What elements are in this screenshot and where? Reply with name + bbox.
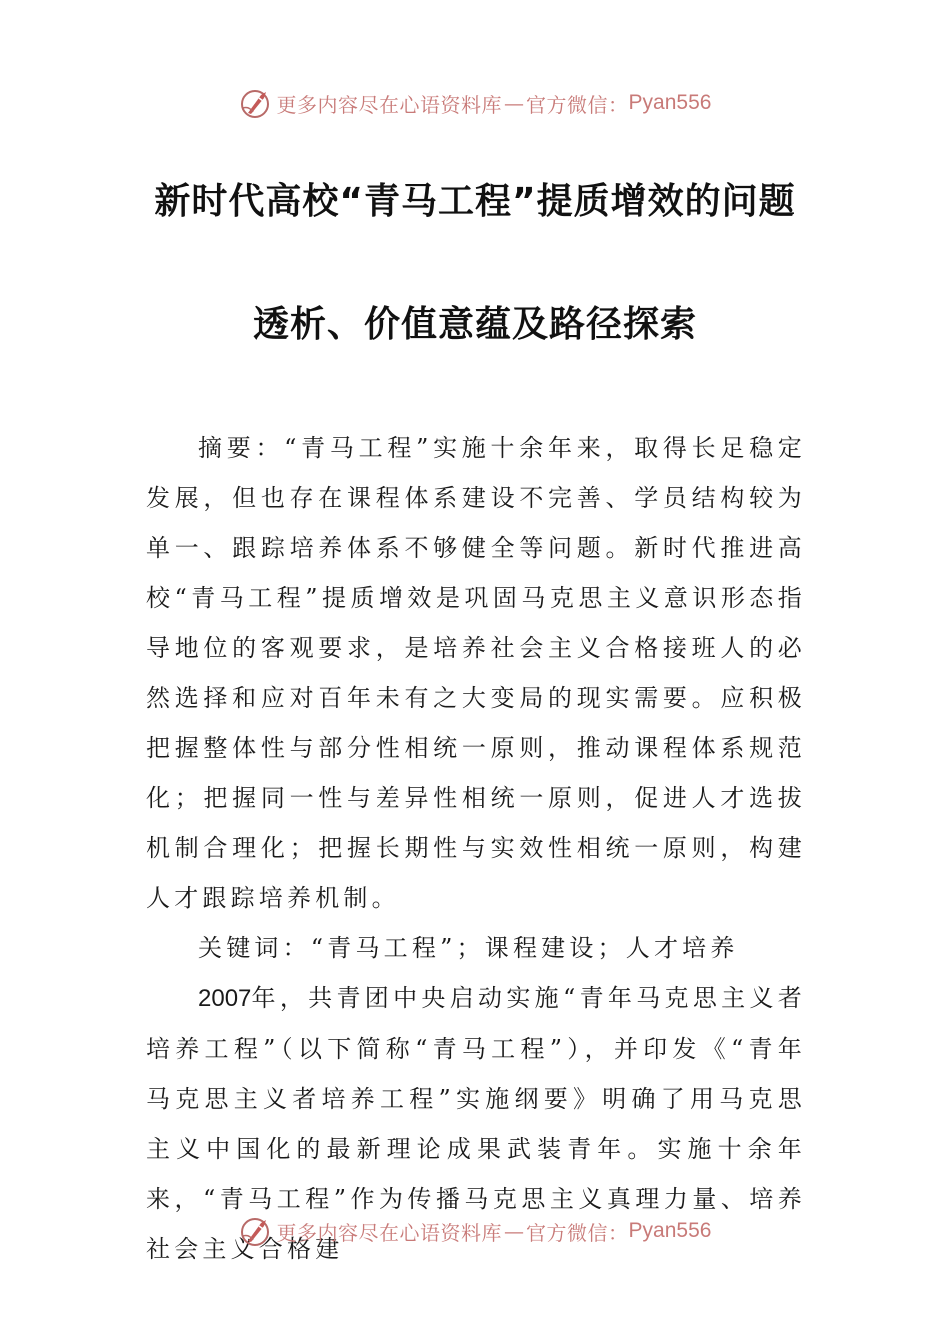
banner-text: 更多内容尽在心语资料库 [276,1220,503,1245]
abstract-paragraph: 摘要：“青马工程”实施十余年来，取得长足稳定发展，但也存在课程体系建设不完善、学员结构较为单一、跟踪培养体系不够健全等问题。新时代推进高校“青马工程”提质增效是巩固马克思主义意识形态指导地位的客观要求，是培养社会主义合格接班人的必然选择和应对百年未有之大变局的现实需要。应积极把握整体性与部分性相统一原则，推动课程体系规范化；把握同一性与差异性相统一原则，促进人才选拔机制合理化；把握长期性与实效性相统一原则，构建人才跟踪培养机制。 [146,434,806,912]
banner-wechat-label: 官方微信： [526,92,629,117]
banner-separator: — [504,1219,525,1243]
banner-separator: — [504,91,525,115]
banner-text: 更多内容尽在心语资料库 [276,92,503,117]
intro-year: 2007 [198,985,252,1012]
banner-wechat-id: Pyan556 [628,1219,712,1242]
banner-wechat-id: Pyan556 [628,91,712,114]
keywords-paragraph: 关键词：“青马工程”；课程建设；人才培养 [198,934,739,962]
footer-banner [0,1206,950,1256]
pen-nib-logo-icon [239,86,273,120]
document-body [146,423,806,1274]
document-title-line-1: 新时代高校“青马工程”提质增效的问题 [154,181,796,222]
pen-nib-logo-icon [239,1214,273,1248]
intro-text: 年，共青团中央启动实施“青年马克思主义者培养工程”（以下简称“青马工程”），并印发《“青年马克思主义者培养工程”实施纲要》明确了用马克思主义中国化的最新理论成果武装青年。实施十余年来，“青马工程”作为传播马克思主义真理力量、培养社会主义合格建 [146,984,806,1263]
document-title-line-2: 透析、价值意蕴及路径探索 [252,304,697,345]
header-banner [0,78,950,128]
banner-wechat-label: 官方微信： [526,1220,629,1245]
